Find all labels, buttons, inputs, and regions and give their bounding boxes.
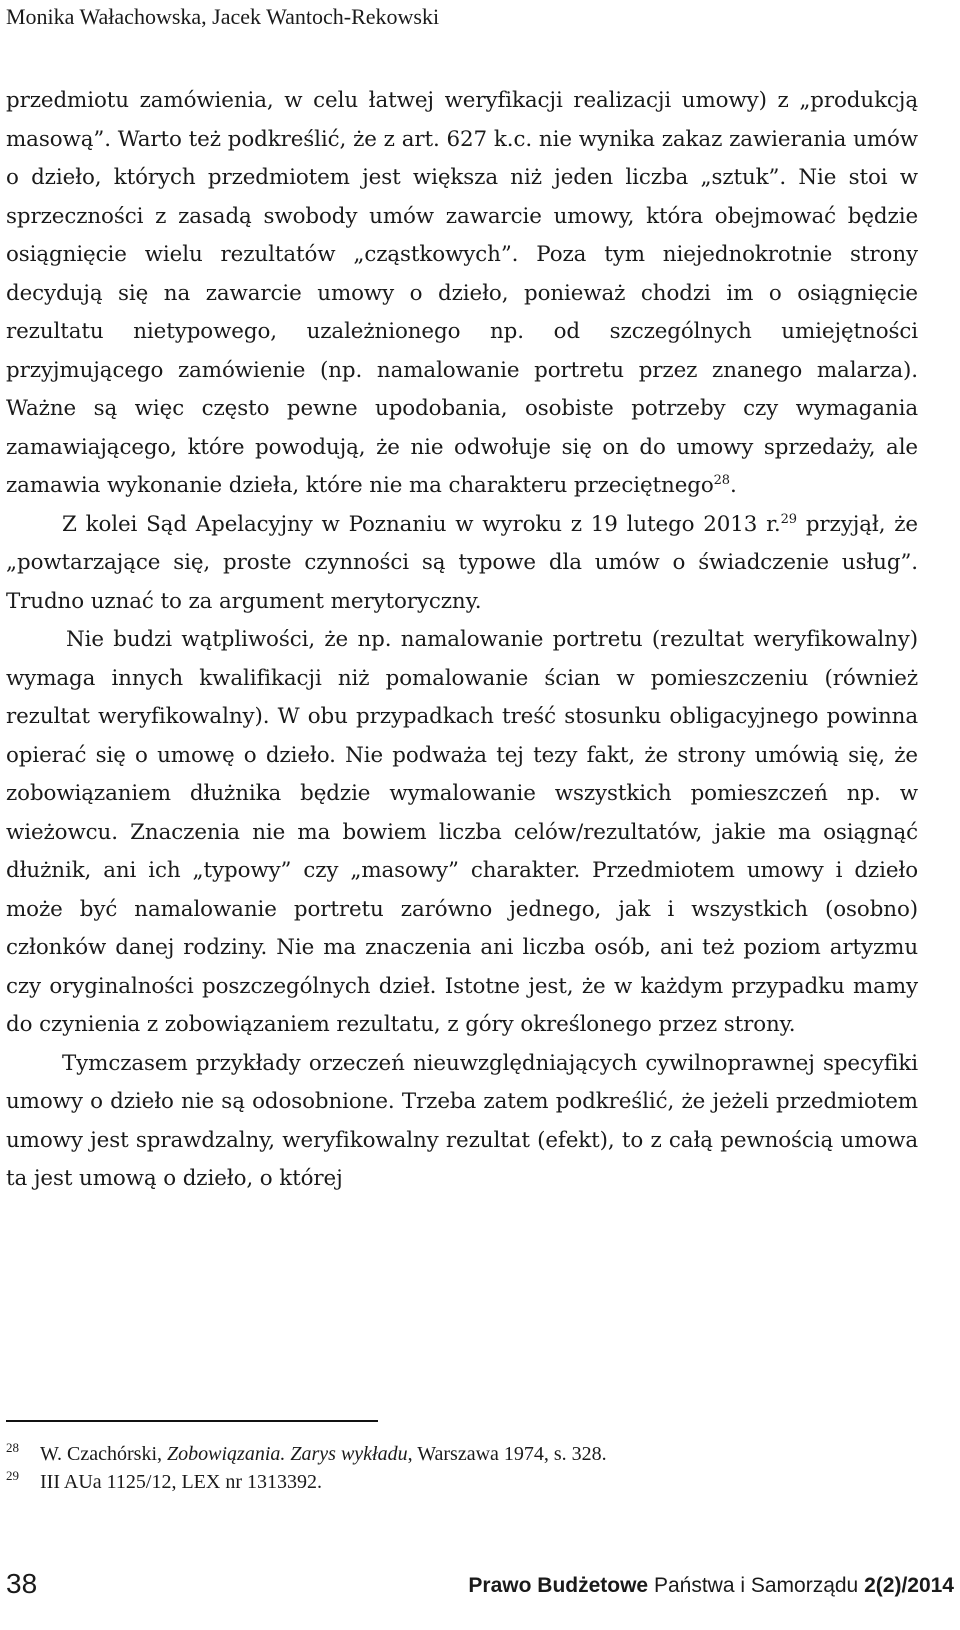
paragraph-1-end: . [729, 473, 737, 498]
paragraph-2-rest: przyjął, że „powtarzające się, proste czynności są typowe dla umów o świadczenie usług”. Trudno uznać to za argument merytoryczny. [6, 511, 918, 614]
paragraph-2 [6, 506, 918, 622]
paragraph-2-text: Z kolei Sąd Apelacyjny w Poznaniu w wyroku z 19 lutego 2013 r. [62, 511, 781, 537]
main-text [6, 82, 918, 1199]
footnote-28 [6, 1440, 906, 1468]
footnote-number: 28 [6, 1440, 19, 1455]
paragraph-3: Nie budzi wątpliwości, że np. namalowanie portretu (rezultat weryfikowalny) wymaga innych kwalifikacji niż pomalowanie ścian w pomieszczeniu (również rezultat weryfikowalny). W obu przypadkach treść stosunku obligacyjnego powinna opierać się o umowę o dzieło. Nie podważa tej tezy fakt, że strony umówią się, że zobowiązaniem dłużnika będzie wymalowanie wszystkich pomieszczeń np. w wieżowcu. Znaczenia nie ma bowiem liczba celów/rezultatów, jakie ma osiągnąć dłużnik, ani ich „typowy” czy „masowy” charakter. Przedmiotem umowy i dzieło może być namalowanie portretu zarówno jednego, jak i wszystkich (osobno) członków danej rodziny. Nie ma znaczenia ani liczba osób, ani też poziom artyzmu czy oryginalności poszczególnych dzieł. Istotne jest, że w każdym przypadku mamy do czynienia z zobowiązaniem rezultatu, z góry określonego przez strony. [6, 627, 918, 1037]
footnote-details: , Warszawa 1974, s. 328. [407, 1443, 607, 1465]
page-number: 38 [6, 1568, 38, 1599]
footnote-title: Zobowiązania. Zarys wykładu [167, 1443, 408, 1465]
footnote-author: W. Czachórski, [40, 1443, 168, 1465]
paragraph-1-text: przedmiotu zamówienia, w celu łatwej weryfikacji realizacji umowy) z „produkcją masową”. Warto też podkreślić, że z art. 627 k.c. nie wynika zakaz zawierania umów o dzieło, których przedmiotem jest większa niż jeden liczba „sztuk”. Nie stoi w sprzeczności z zasadą swobody umów zawarcie umowy, która obejmować będzie osiągnięcie wielu rezultatów „cząstkowych”. Poza tym niejednokrotnie strony decydują się na zawarcie umowy o dzieło, ponieważ chodzi im o osiągnięcie rezultatu nietypowego, uzależnionego np. od szczególnych umiejętności przyjmującego zamówienie (np. namalowanie portretu przez znanego malarza). Ważne są więc często pewne upodobania, osobiste potrzeby czy wymagania zamawiającego, które powodują, że nie odwołuje się on do umowy sprzedaży, ale zamawia wykonanie dzieła, które nie ma charakteru przeciętnego [6, 88, 918, 498]
page-footer [0, 1568, 960, 1608]
footnote-ref-28[interactable]: 28 [713, 472, 730, 488]
journal-subtitle: Państwa i Samorządu [653, 1574, 859, 1597]
footnote-number: 29 [6, 1468, 19, 1483]
footnotes [6, 1440, 906, 1496]
journal-name: Prawo Budżetowe [468, 1574, 649, 1597]
footnote-text [40, 1440, 906, 1468]
footnote-separator [6, 1420, 378, 1422]
paragraph-4: Tymczasem przykłady orzeczeń nieuwzględniających cywilnoprawnej specyfiki umowy o dzieło nie są odosobnione. Trzeba zatem podkreślić, że jeżeli przedmiotem umowy jest sprawdzalny, weryfikowalny rezultat (efekt), to z całą pewnością umowa ta jest umową o dzieło, o której [6, 1050, 918, 1191]
footnote-text: III AUa 1125/12, LEX nr 1313392. [40, 1471, 322, 1493]
paragraph-1 [6, 82, 918, 506]
running-header: Monika Wałachowska, Jacek Wantoch-Rekowski [6, 4, 440, 29]
journal-title [468, 1574, 954, 1598]
footnote-ref-29[interactable]: 29 [780, 511, 797, 527]
journal-issue: 2(2)/2014 [864, 1574, 954, 1597]
footnote-29 [6, 1468, 906, 1496]
